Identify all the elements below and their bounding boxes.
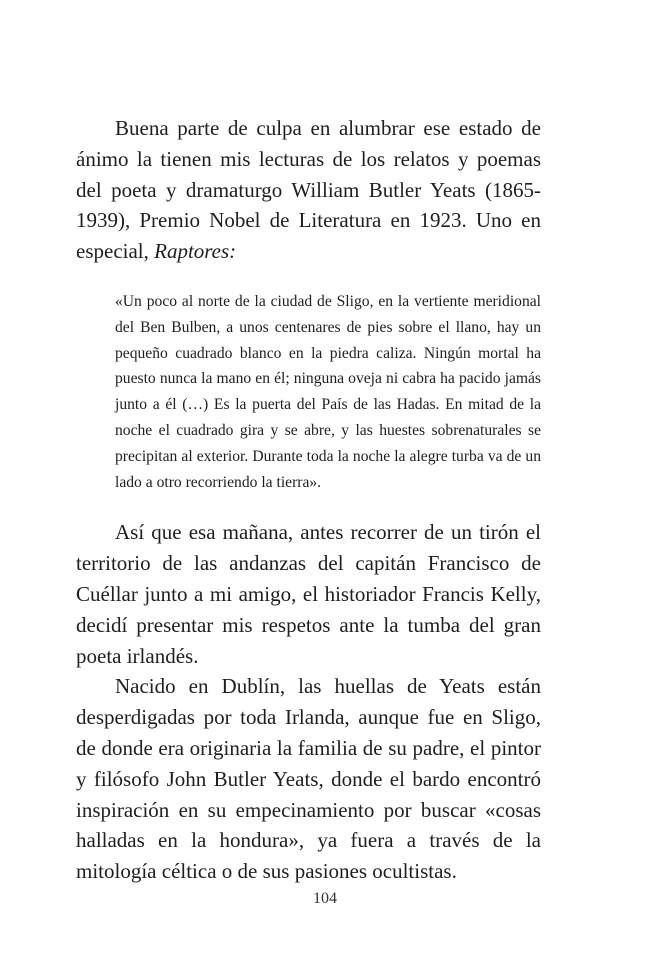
block-quote	[115, 289, 541, 495]
paragraph-morning: Así que esa mañana, antes recorrer de un tirón el territorio de las andanzas del capitán Francisco de Cuéllar junto a mi amigo, el historiador Francis Kelly, decidí presentar mis respetos ante la tumba del gran poeta irlandés.	[76, 520, 541, 668]
block-quote-text: «Un poco al norte de la ciudad de Sligo, en la vertiente meridional del Ben Bulben, a unos centenares de pies sobre el llano, hay un pequeño cuadrado blanco en la piedra caliza. Ningún mortal ha puesto nunca la mano en él; ninguna oveja ni cabra ha pacido jamás junto a él (…) Es la puerta del País de las Hadas. En mitad de la noche el cuadrado gira y se abre, y las huestes sobrenaturales se precipitan al exterior. Durante toda la noche la alegre turba va de un lado a otro recorriendo la tierra».	[115, 292, 541, 491]
page-number: 104	[313, 890, 337, 907]
page-body	[76, 113, 541, 887]
book-title-raptores: Raptores:	[154, 239, 237, 264]
paragraph-intro	[76, 113, 541, 267]
paragraph-intro-text: Buena parte de culpa en alumbrar ese estado de ánimo la tienen mis lecturas de los relatos y poemas del poeta y dramaturgo William Butler Yeats (1865-1939), Premio Nobel de Literatura en 1923. Uno en especial,	[76, 116, 541, 264]
paragraph-dublin: Nacido en Dublín, las huellas de Yeats están desperdigadas por toda Irlanda, aunque fue en Sligo, de donde era originaria la familia de su padre, el pintor y filósofo John Butler Yeats, donde el bardo encontró inspiración en su empecinamiento por buscar «cosas halladas en la hondura», ya fuera a través de la mitología céltica o de sus pasiones ocultistas.	[76, 674, 541, 884]
